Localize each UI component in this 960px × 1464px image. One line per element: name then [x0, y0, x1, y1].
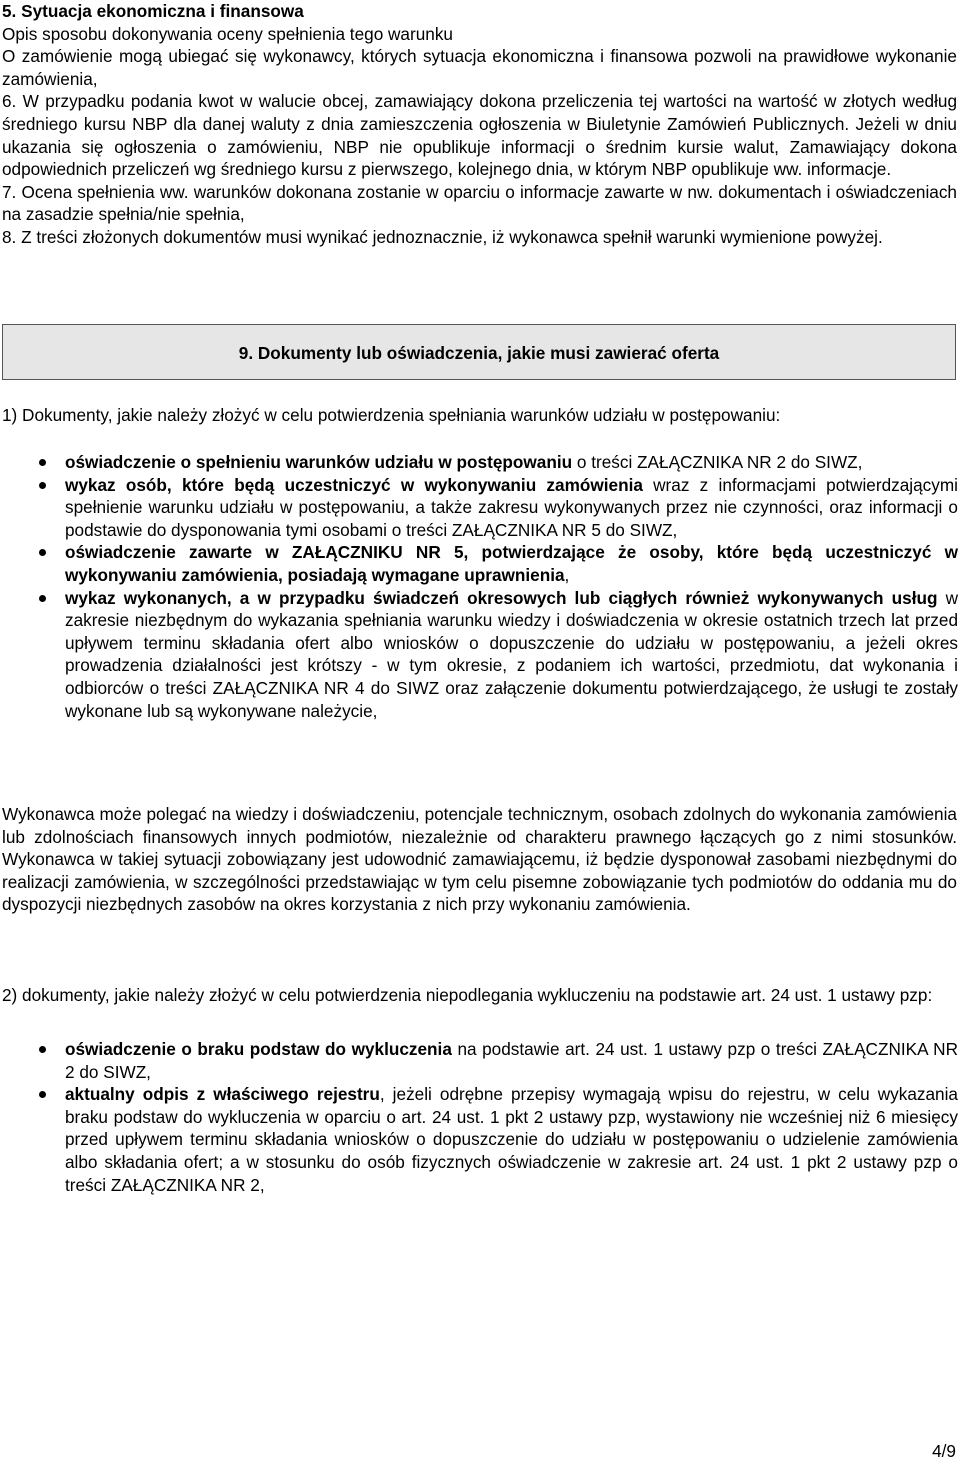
- intro-paragraph: O zamówienie mogą ubiegać się wykonawcy, których sytuacja ekonomiczna i finansowa pozwoli na prawidłowe wykonanie zamówienia,: [2, 46, 957, 89]
- list-item: [2, 541, 958, 586]
- item-6-paragraph: 6. W przypadku podania kwot w walucie obcej, zamawiający dokona przeliczenia tej wartości na wartość w złotych według średniego kursu NBP dla danej waluty z dnia zamieszczenia ogłoszenia w Biuletynie Zamówień Publicznych. Jeżeli w dniu ukazania się ogłoszenia o zamówieniu, NBP nie opublikuje informacji o średnim kursie walut, Zamawiający dokona odpowiednich przeliczeń wg średniego kursu z pierwszego, kolejnego dnia, w którym NBP opublikuje ww. informacje.: [2, 91, 957, 180]
- bullet-icon: [39, 549, 46, 556]
- reliance-paragraph: [2, 803, 957, 916]
- list-item-bold: wykaz osób, które będą uczestniczyć w wykonywaniu zamówienia: [65, 474, 643, 495]
- item-7-paragraph: 7. Ocena spełnienia ww. warunków dokonana zostanie w oparciu o informacje zawarte w nw. dokumentach i oświadczeniach na zasadzie spełnia/nie spełnia,: [2, 181, 957, 225]
- list-item-text: o treści ZAŁĄCZNIKA NR 2 do SIWZ,: [572, 452, 863, 472]
- part-2-bullet-list: [2, 1038, 958, 1196]
- reliance-paragraph-text: Wykonawca może polegać na wiedzy i doświadczeniu, potencjale technicznym, osobach zdolnych do wykonania zamówienia lub zdolnościach finansowych innych podmiotów, niezależnie od charakteru prawnego łączących go z nimi stosunków. Wykonawca w takiej sytuacji zobowiązany jest udowodnić zamawiającemu, iż będzie dysponował zasobami niezbędnymi do realizacji zamówienia, w szczególności przedstawiając w tym celu pisemne zobowiązanie tych podmiotów do oddania mu do dyspozycji niezbędnych zasobów na okres korzystania z nich przy wykonaniu zamówienia.: [2, 804, 957, 915]
- list-item: [2, 1038, 958, 1083]
- part-1-bullet-list: [2, 451, 958, 722]
- list-item: [2, 474, 958, 542]
- page-number: 4/9: [932, 1441, 956, 1461]
- bullet-icon: [39, 482, 46, 489]
- banner-title: 9. Dokumenty lub oświadczenia, jakie musi zawierać oferta: [238, 343, 720, 363]
- part-2-intro: [2, 984, 957, 1007]
- section-9-banner: [2, 324, 956, 380]
- list-item-text: w zakresie niezbędnym do wykazania spełniania warunku wiedzy i doświadczenia w okresie ostatnich trzech lat przed upływem terminu składania ofert albo wniosków o dopuszczenie do udziału w postępowaniu, a jeżeli okres prowadzenia działalności jest krótszy - w tym okresie, z podaniem ich wartości, przedmiotu, dat wykonania i odbiorców o treści ZAŁĄCZNIKA NR 4 do SIWZ oraz załączenie dokumentu potwierdzającego, że usługi te zostały wykonane lub są wykonywane należycie,: [65, 587, 958, 721]
- list-item-bold: oświadczenie o spełnieniu warunków udziału w postępowaniu: [65, 452, 573, 472]
- list-item: [2, 1083, 958, 1196]
- description-title: Opis sposobu dokonywania oceny spełnienia tego warunku: [2, 23, 453, 44]
- list-item-bold: wykaz wykonanych, a w przypadku świadczeń okresowych lub ciągłych również wykonywanych usług: [65, 587, 938, 608]
- list-item-bold: oświadczenie o braku podstaw do wykluczenia: [65, 1039, 452, 1059]
- list-item-text: na podstawie art. 24 ust. 1 ustawy pzp o treści ZAŁĄCZNIKA NR 2 do SIWZ,: [65, 1039, 958, 1082]
- bullet-icon: [39, 1091, 46, 1098]
- list-item-text: ,: [564, 564, 570, 585]
- list-item: [2, 451, 958, 474]
- list-item-bold: oświadczenie zawarte w ZAŁĄCZNIKU NR 5, potwierdzające że osoby, które będą uczestniczyć w wykonywaniu zamówienia, posiadają wymagane uprawnienia: [65, 542, 958, 585]
- part-1-intro: [2, 404, 957, 427]
- section-5: [2, 0, 957, 249]
- part-2-intro-text: 2) dokumenty, jakie należy złożyć w celu potwierdzenia niepodlegania wykluczeniu na podstawie art. 24 ust. 1 ustawy pzp:: [2, 985, 933, 1005]
- section-heading: 5. Sytuacja ekonomiczna i finansowa: [2, 1, 304, 21]
- bullet-icon: [39, 459, 46, 466]
- bullet-icon: [39, 1046, 46, 1053]
- list-item-text: , jeżeli odrębne przepisy wymagają wpisu do rejestru, w celu wykazania braku podstaw do wykluczenia w oparciu o art. 24 ust. 1 pkt 2 ustawy pzp, wystawiony nie wcześniej niż 6 miesięcy przed upływem terminu składania wniosków o dopuszczenie do udziału w postępowaniu o udzielenie zamówienia albo składania ofert; a w stosunku do osób fizycznych oświadczenie w zakresie art. 24 ust. 1 pkt 2 ustawy pzp o treści ZAŁĄCZNIKA NR 2,: [65, 1084, 958, 1195]
- list-item: [2, 587, 958, 723]
- list-item-bold: aktualny odpis z właściwego rejestru: [65, 1084, 380, 1105]
- part-1-intro-text: 1) Dokumenty, jakie należy złożyć w celu potwierdzenia spełniania warunków udziału w postępowaniu:: [2, 405, 781, 425]
- item-8-paragraph: 8. Z treści złożonych dokumentów musi wynikać jednoznacznie, iż wykonawca spełnił warunki wymienione powyżej.: [2, 226, 883, 247]
- list-item-text: wraz z informacjami potwierdzającymi spełnienie warunku udziału w postępowaniu, a także zakresu wykonywanych przez nie czynności, oraz informacji o podstawie do dysponowania tymi osobami o treści ZAŁĄCZNIKA NR 5 do SIWZ,: [65, 474, 958, 540]
- bullet-icon: [39, 595, 46, 602]
